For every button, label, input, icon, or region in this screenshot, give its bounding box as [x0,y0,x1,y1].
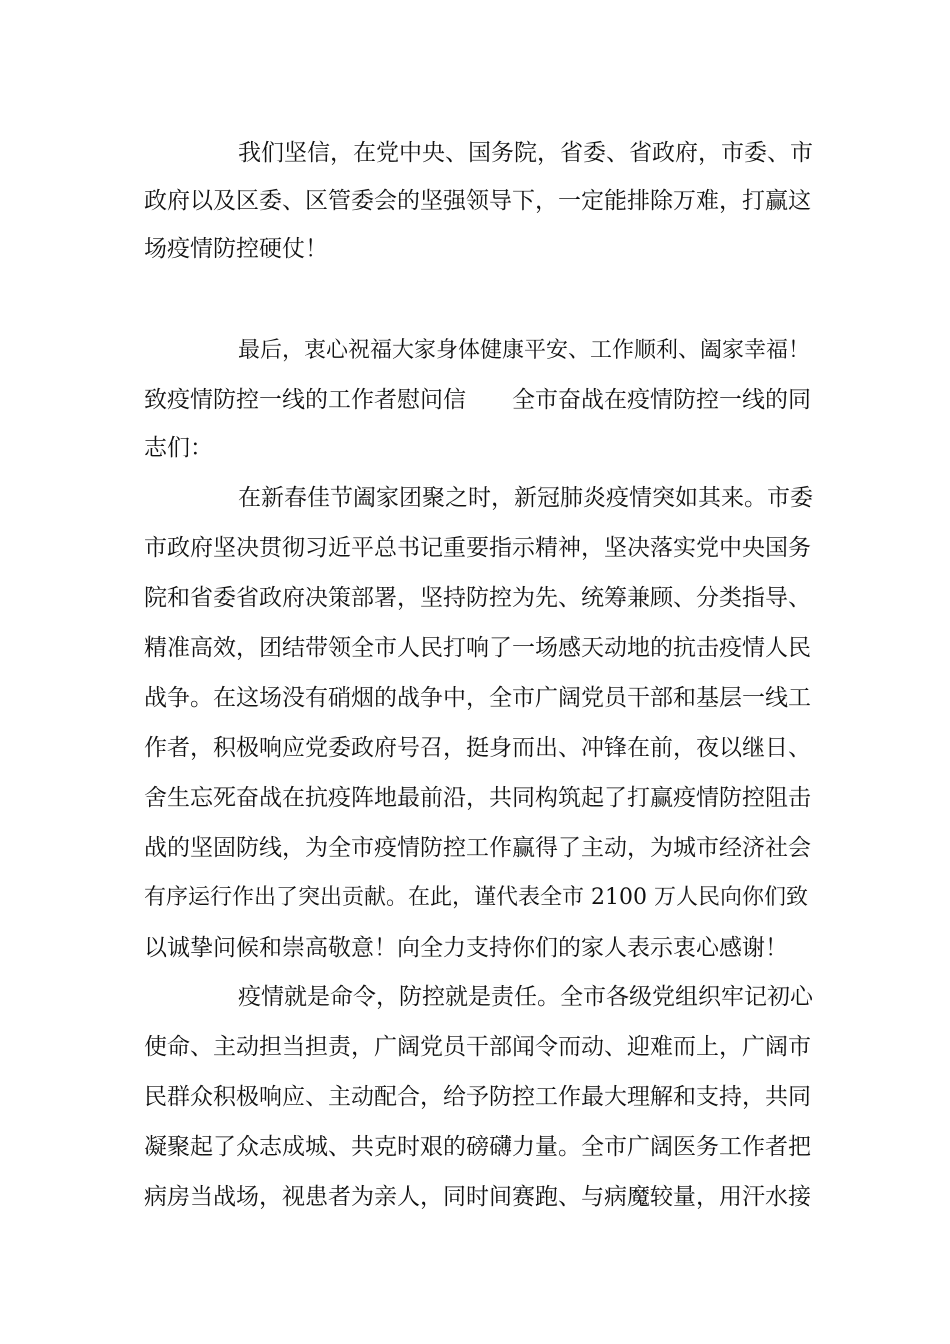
text-line: 精准高效，团结带领全市人民打响了一场感天动地的抗击疫情人民 [144,635,811,661]
salutation-line: 志们： [144,435,213,461]
text-line: 以诚挚问候和崇高敬意！向全力支持你们的家人表示衷心感谢！ [144,935,788,961]
text-line: 病房当战场，视患者为亲人，同时间赛跑、与病魔较量，用汗水接 [144,1184,811,1210]
text-line: 在新春佳节阖家团聚之时，新冠肺炎疫情突如其来。市委 [238,485,813,511]
text-line: 凝聚起了众志成城、共克时艰的磅礴力量。全市广阔医务工作者把 [144,1134,811,1160]
text-line: 院和省委省政府决策部署，坚持防控为先、统筹兼顾、分类指导、 [144,585,811,611]
text-line: 战争。在这场没有硝烟的战争中，全市广阔党员干部和基层一线工 [144,685,811,711]
text-line: 市政府坚决贯彻习近平总书记重要指示精神，坚决落实党中央国务 [144,535,811,561]
text-line: 场疫情防控硬仗！ [144,236,328,262]
text-line: 作者，积极响应党委政府号召，挺身而出、冲锋在前，夜以继日、 [144,735,811,761]
text-line: 最后，衷心祝福大家身体健康平安、工作顺利、阖家幸福！ [238,338,811,363]
text-line: 有序运行作出了突出贡献。在此，谨代表全市 2100 万人民向你们致 [144,885,808,910]
text-line: 舍生忘死奋战在抗疫阵地最前沿，共同构筑起了打赢疫情防控阻击 [144,785,811,811]
text-line: 我们坚信，在党中央、国务院，省委、省政府，市委、市 [238,140,813,166]
text-line: 使命、主动担当担责，广阔党员干部闻令而动、迎难而上，广阔市 [144,1034,811,1060]
letter-title-line: 致疫情防控一线的工作者慰问信 全市奋战在疫情防控一线的同 [144,387,811,413]
text-line: 战的坚固防线，为全市疫情防控工作赢得了主动，为城市经济社会 [144,835,811,861]
text-line: 疫情就是命令，防控就是责任。全市各级党组织牢记初心 [238,984,813,1010]
text-line: 政府以及区委、区管委会的坚强领导下，一定能排除万难，打赢这 [144,188,811,214]
text-line: 民群众积极响应、主动配合，给予防控工作最大理解和支持，共同 [144,1084,811,1110]
